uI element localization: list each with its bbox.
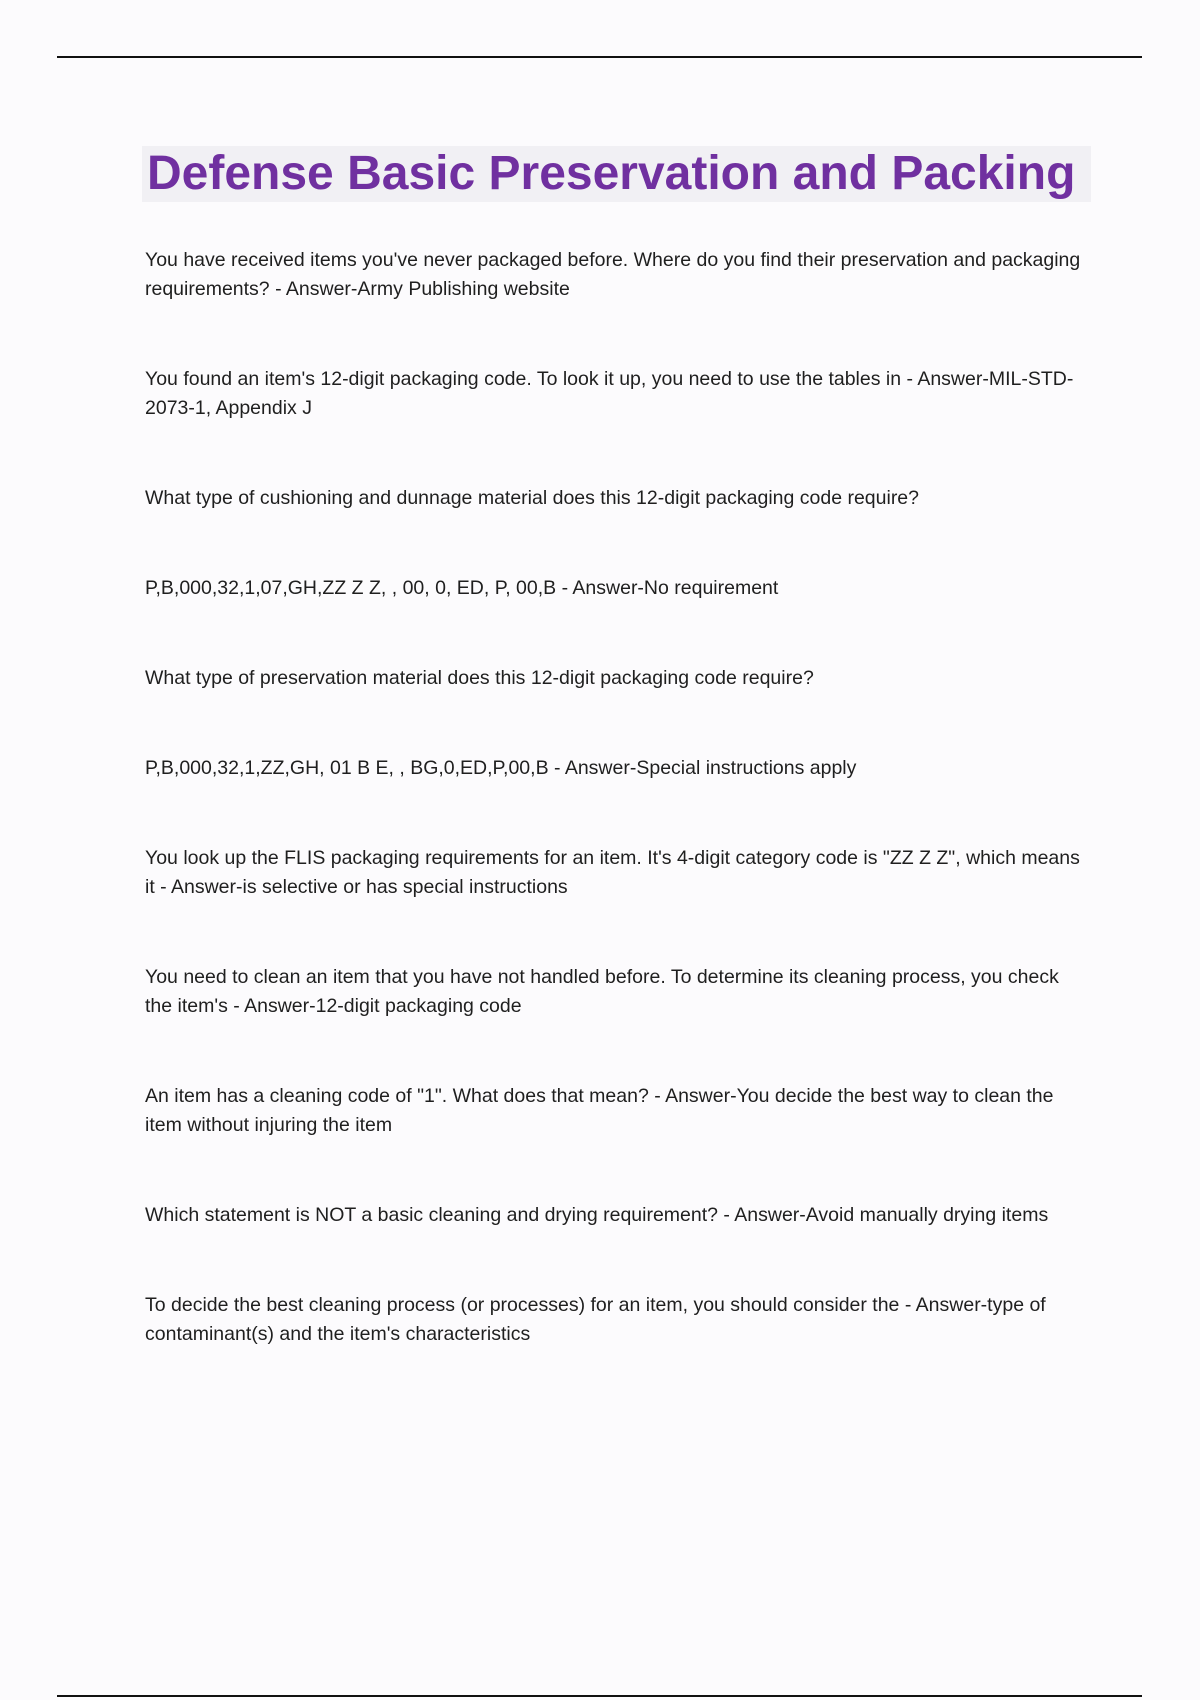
document-title: Defense Basic Preservation and Packing — [147, 147, 1076, 200]
qa-paragraph: You have received items you've never packaged before. Where do you find their preservation and packaging requirements? - Answer-Army Publishing website — [145, 249, 1081, 300]
top-rule — [57, 56, 1142, 58]
qa-paragraph: You need to clean an item that you have not handled before. To determine its cleaning process, you check the item's - Answer-12-digit packaging code — [145, 966, 1059, 1017]
title-highlight — [142, 146, 1091, 202]
qa-paragraph: P,B,000,32,1,07,GH,ZZ Z Z, , 00, 0, ED, P, 00,B - Answer-No requirement — [145, 577, 779, 599]
qa-paragraph: An item has a cleaning code of "1". What does that mean? - Answer-You decide the best way to clean the item without injuring the item — [145, 1085, 1054, 1136]
qa-paragraph: To decide the best cleaning process (or processes) for an item, you should consider the - Answer-type of contaminant(s) and the item's characteristics — [145, 1294, 1046, 1345]
qa-paragraph: What type of cushioning and dunnage material does this 12-digit packaging code require? — [145, 487, 920, 509]
qa-paragraph: P,B,000,32,1,ZZ,GH, 01 B E, , BG,0,ED,P,00,B - Answer-Special instructions apply — [145, 757, 857, 779]
qa-content — [145, 246, 1090, 1410]
qa-paragraph: Which statement is NOT a basic cleaning and drying requirement? - Answer-Avoid manually drying items — [145, 1204, 1049, 1226]
bottom-rule — [57, 1695, 1142, 1697]
qa-paragraph: You found an item's 12-digit packaging code. To look it up, you need to use the tables in - Answer-MIL-STD-2073-1, Appendix J — [145, 368, 1074, 419]
qa-paragraph: What type of preservation material does this 12-digit packaging code require? — [145, 667, 814, 689]
qa-paragraph: You look up the FLIS packaging requirements for an item. It's 4-digit category code is "ZZ Z Z", which means it - Answer-is selective or has special instructions — [145, 847, 1080, 898]
